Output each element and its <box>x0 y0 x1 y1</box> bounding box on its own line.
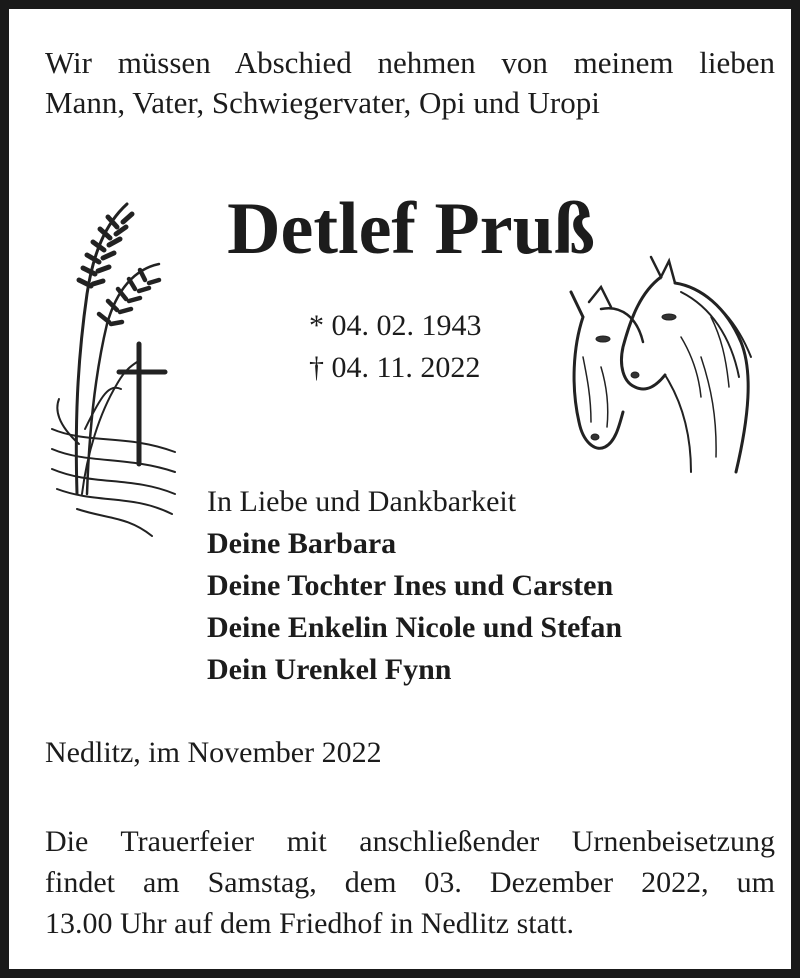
family-member: Deine Tochter Ines und Carsten <box>207 569 614 602</box>
service-line-2: findet am Samstag, dem 03. Dezember 2022, um <box>45 866 775 899</box>
funeral-service-info <box>45 821 775 944</box>
family-member: Deine Enkelin Nicole und Stefan <box>207 611 623 644</box>
intro-line-2: Mann, Vater, Schwiegervater, Opi und Uropi <box>45 85 600 120</box>
service-line-1: Die Trauerfeier mit anschließender Urnenbeisetzung <box>45 825 775 858</box>
place-and-date: Nedlitz, im November 2022 <box>45 736 382 769</box>
two-horses-illustration <box>561 247 761 482</box>
family-member: Dein Urenkel Fynn <box>207 653 452 686</box>
dedication-line: In Liebe und Dankbarkeit <box>207 485 517 518</box>
intro-text <box>45 43 775 123</box>
family-signature <box>207 481 767 691</box>
service-line-3: 13.00 Uhr auf dem Friedhof in Nedlitz statt. <box>45 907 575 940</box>
intro-line-1: Wir müssen Abschied nehmen von meinem lieben <box>45 45 775 80</box>
life-dates <box>309 305 529 389</box>
birth-date: * 04. 02. 1943 <box>309 309 482 342</box>
wheat-and-cross-illustration <box>47 194 177 539</box>
death-date: † 04. 11. 2022 <box>309 351 481 384</box>
deceased-name: Detlef Pruß <box>227 188 595 270</box>
family-member: Deine Barbara <box>207 527 397 560</box>
